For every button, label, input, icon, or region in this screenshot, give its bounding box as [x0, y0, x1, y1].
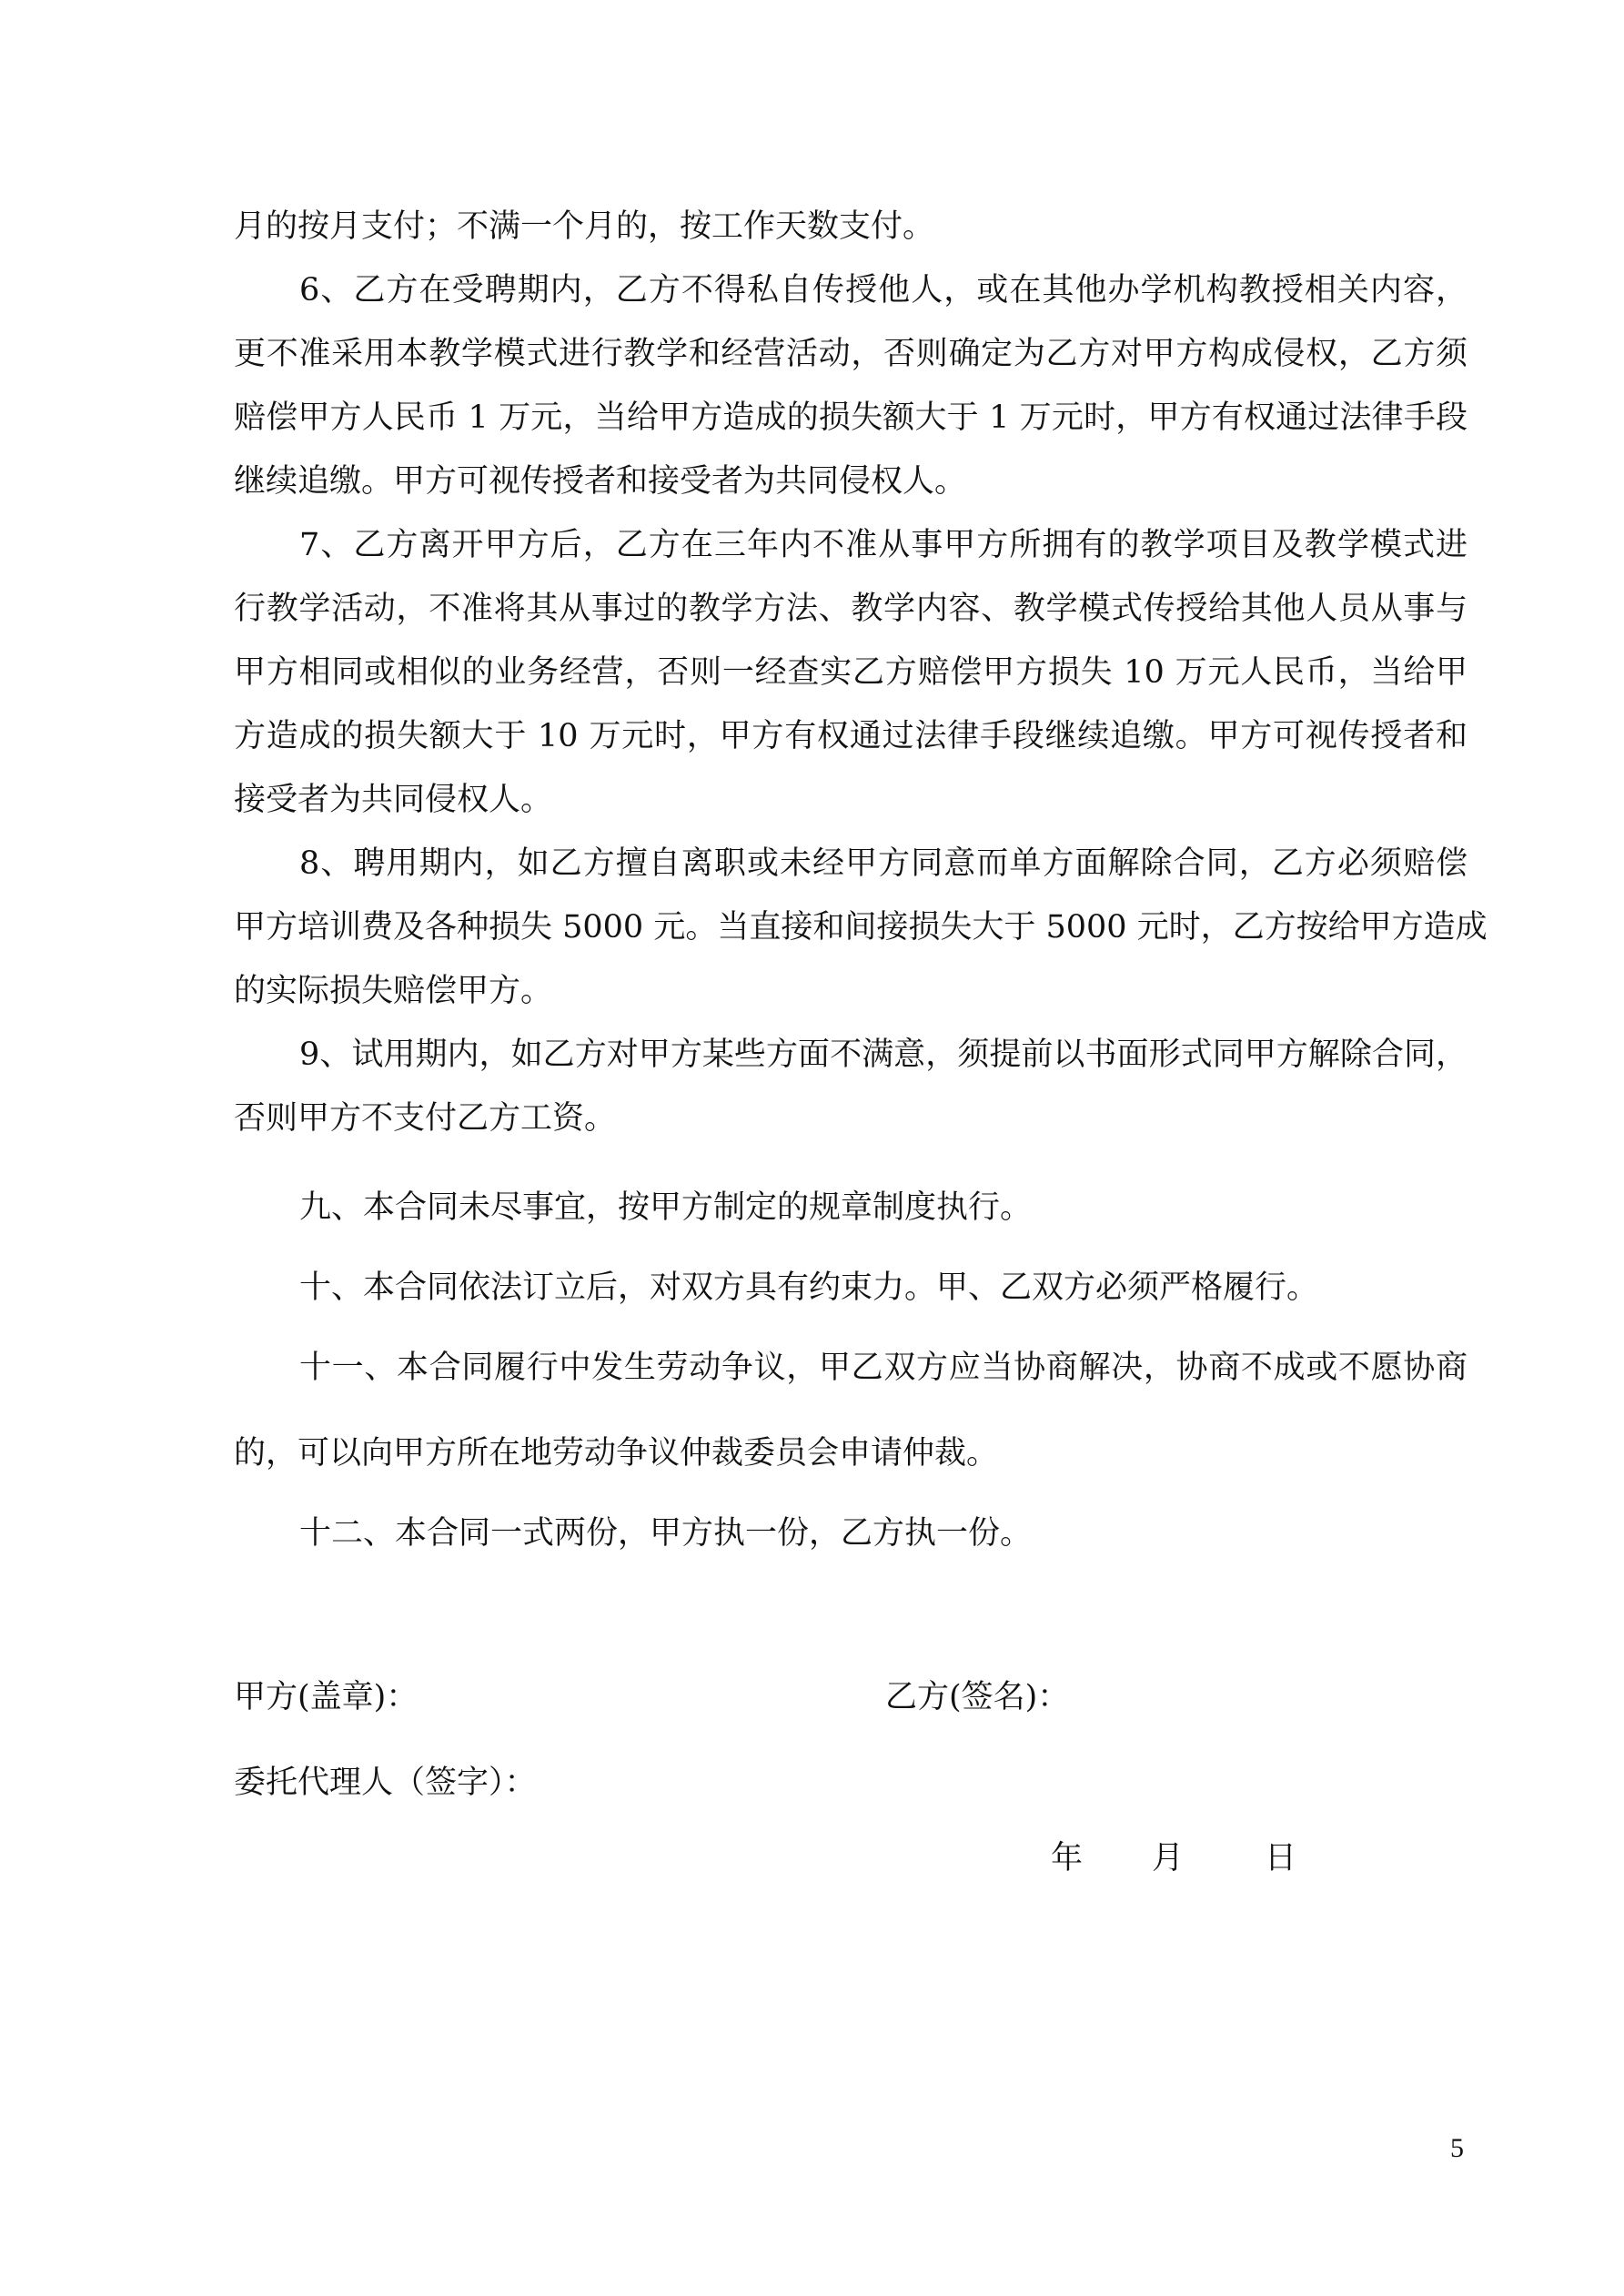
clause-8-line: 8、聘用期内，如乙方擅自离职或未经甲方同意而单方面解除合同，乙方必须赔偿	[299, 845, 1468, 882]
date-month-label: 月	[1152, 1840, 1185, 1876]
page-number: 5	[1450, 2133, 1464, 2163]
clause-9-line: 9、试用期内，如乙方对甲方某些方面不满意，须提前以书面形式同甲方解除合同，	[299, 1037, 1468, 1073]
clause-6-line: 赔偿甲方人民币 1 万元，当给甲方造成的损失额大于 1 万元时，甲方有权通过法律手段	[234, 400, 1468, 436]
clause-6-line: 继续追缴。甲方可视传授者和接受者为共同侵权人。	[234, 463, 967, 500]
article-9: 九、本合同未尽事宜，按甲方制定的规章制度执行。	[299, 1189, 1033, 1226]
clause-8-line: 的实际损失赔偿甲方。	[234, 973, 553, 1009]
clause-7-line: 方造成的损失额大于 10 万元时，甲方有权通过法律手段继续追缴。甲方可视传授者和	[234, 718, 1468, 754]
clause-7-line: 7、乙方离开甲方后，乙方在三年内不准从事甲方所拥有的教学项目及教学模式进	[299, 527, 1468, 563]
clause-6-line: 更不准采用本教学模式进行教学和经营活动，否则确定为乙方对甲方构成侵权，乙方须	[234, 336, 1468, 372]
clause-8-line: 甲方培训费及各种损失 5000 元。当直接和间接损失大于 5000 元时，乙方按给甲方造成	[234, 909, 1488, 946]
clause-7-line: 行教学活动，不准将其从事过的教学方法、教学内容、教学模式传授给其他人员从事与	[234, 591, 1468, 627]
party-a-seal-label: 甲方(盖章)：	[234, 1679, 419, 1715]
clause-7-line: 甲方相同或相似的业务经营，否则一经查实乙方赔偿甲方损失 10 万元人民币，当给甲	[234, 654, 1468, 691]
article-12: 十二、本合同一式两份，甲方执一份，乙方执一份。	[299, 1515, 1033, 1552]
date-day-label: 日	[1265, 1840, 1297, 1876]
article-11-line: 的，可以向甲方所在地劳动争议仲裁委员会申请仲裁。	[234, 1435, 999, 1472]
article-10: 十、本合同依法订立后，对双方具有约束力。甲、乙双方必须严格履行。	[299, 1269, 1319, 1306]
clause-6-line: 6、乙方在受聘期内，乙方不得私自传授他人，或在其他办学机构教授相关内容，	[299, 272, 1468, 308]
date-year-label: 年	[1051, 1840, 1084, 1876]
text-line: 月的按月支付；不满一个月的，按工作天数支付。	[234, 208, 935, 245]
article-11-line: 十一、本合同履行中发生劳动争议，甲乙双方应当协商解决，协商不成或不愿协商	[299, 1350, 1468, 1386]
clause-7-line: 接受者为共同侵权人。	[234, 782, 553, 818]
clause-9-line: 否则甲方不支付乙方工资。	[234, 1100, 617, 1137]
agent-signature-label: 委托代理人（签字）：	[234, 1765, 537, 1801]
party-b-signature-label: 乙方(签名)：	[885, 1679, 1070, 1715]
